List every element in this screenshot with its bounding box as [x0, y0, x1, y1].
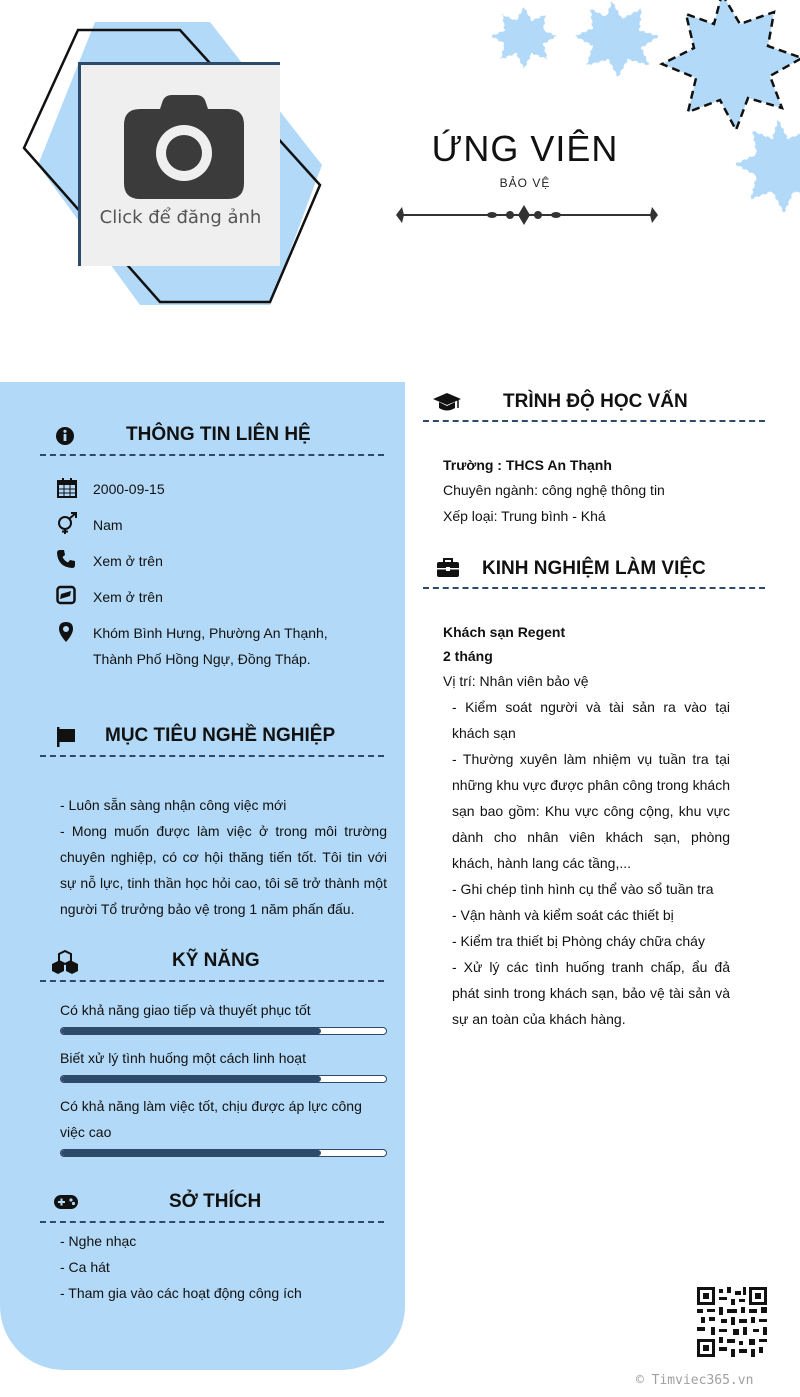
contact-address-line2: Thành Phố Hồng Ngự, Đồng Tháp. — [93, 651, 311, 667]
skills-divider — [40, 980, 384, 982]
gender-icon — [56, 512, 82, 534]
contact-divider — [40, 454, 384, 456]
experience-title: KINH NGHIỆM LÀM VIỆC — [482, 558, 706, 579]
experience-duty: - Ghi chép tình hình cụ thể vào sổ tuần tra — [452, 881, 714, 897]
calendar-icon — [56, 477, 78, 499]
experience-company: Khách sạn Regent — [443, 624, 566, 640]
experience-duty: - Kiểm soát người và tài sản ra vào tại khách sạn — [452, 699, 730, 741]
info-icon — [55, 426, 75, 446]
skill-bar — [60, 1149, 387, 1157]
skill-label: Có khả năng làm việc tốt, chịu được áp lực công việc cao — [60, 1098, 362, 1140]
education-major: Chuyên ngành: công nghệ thông tin — [443, 482, 665, 498]
hobbies-divider — [40, 1221, 384, 1223]
camera-icon — [124, 95, 244, 199]
contact-address-line1: Khóm Bình Hưng, Phường An Thạnh, — [93, 625, 328, 641]
skill-bar-fill — [61, 1150, 321, 1156]
briefcase-icon — [436, 558, 460, 578]
job-title: BẢO VỆ — [499, 176, 551, 190]
copyright: © Timviec365.vn — [636, 1373, 754, 1388]
objective-title: MỤC TIÊU NGHỀ NGHIỆP — [105, 725, 336, 746]
skill-bar-fill — [61, 1076, 321, 1082]
graduation-cap-icon — [432, 392, 462, 414]
email-icon — [56, 585, 76, 605]
experience-duty: - Thường xuyên làm nhiệm vụ tuần tra tại những khu vực được phân công trong khách sạn bao gồm: Khu vực công cộng, khu vực dành cho nhân viên khách sạn, phòng khách, hành lang các tầng,... — [452, 751, 730, 871]
gamepad-icon — [53, 1194, 79, 1210]
experience-duty: - Xử lý các tình huống tranh chấp, ẩu đả phát sinh trong khách sạn, bảo vệ tài sản và sự an toàn của khách hàng. — [452, 959, 730, 1027]
education-divider — [423, 420, 765, 422]
hobby-item: - Ca hát — [60, 1259, 110, 1275]
contact-phone: Xem ở trên — [93, 553, 163, 569]
contact-email: Xem ở trên — [93, 589, 163, 605]
objective-divider — [40, 755, 384, 757]
photo-upload-caption: Click để đăng ảnh — [99, 207, 262, 228]
candidate-name: ỨNG VIÊN — [431, 128, 619, 169]
photo-upload[interactable] — [78, 62, 280, 266]
phone-icon — [56, 549, 76, 569]
experience-position: Vị trí: Nhân viên bảo vệ — [443, 673, 589, 689]
education-grade: Xếp loại: Trung bình - Khá — [443, 508, 606, 524]
experience-duty: - Kiểm tra thiết bị Phòng cháy chữa cháy — [452, 933, 705, 949]
experience-duty: - Vận hành và kiểm soát các thiết bị — [452, 907, 674, 923]
skill-bar — [60, 1075, 387, 1083]
hobbies-title: SỞ THÍCH — [169, 1191, 262, 1212]
skill-bar — [60, 1027, 387, 1035]
contact-gender: Nam — [93, 517, 123, 533]
contact-birthday: 2000-09-15 — [93, 481, 165, 497]
skill-label: Biết xử lý tình huống một cách linh hoạt — [60, 1050, 306, 1066]
hobby-item: - Tham gia vào các hoạt động công ích — [60, 1285, 302, 1301]
skill-label: Có khả năng giao tiếp và thuyết phục tốt — [60, 1002, 311, 1018]
contact-title: THÔNG TIN LIÊN HỆ — [126, 424, 311, 445]
experience-duration: 2 tháng — [443, 648, 493, 664]
skill-bar-fill — [61, 1028, 321, 1034]
education-school: Trường : THCS An Thạnh — [443, 457, 612, 473]
education-title: TRÌNH ĐỘ HỌC VẤN — [503, 391, 688, 412]
location-icon — [58, 621, 74, 643]
cubes-icon — [51, 950, 79, 974]
objective-text: - Luôn sẵn sàng nhận công việc mới - Mong muốn được làm việc ở trong môi trường chuyên nghiệp, có cơ hội thăng tiến tốt. Tôi tin với sự nỗ lực, tinh thần học hỏi cao, tôi sẽ trở thành một người Tổ trưởng bảo vệ trong 1 năm phấn đấu. — [60, 797, 387, 917]
skills-title: KỸ NĂNG — [172, 950, 260, 971]
stars-decoration — [480, 0, 800, 230]
qr-code — [697, 1287, 767, 1357]
ornamental-divider — [396, 203, 658, 227]
hobby-item: - Nghe nhạc — [60, 1233, 137, 1249]
flag-icon — [55, 726, 77, 748]
experience-divider — [423, 587, 765, 589]
